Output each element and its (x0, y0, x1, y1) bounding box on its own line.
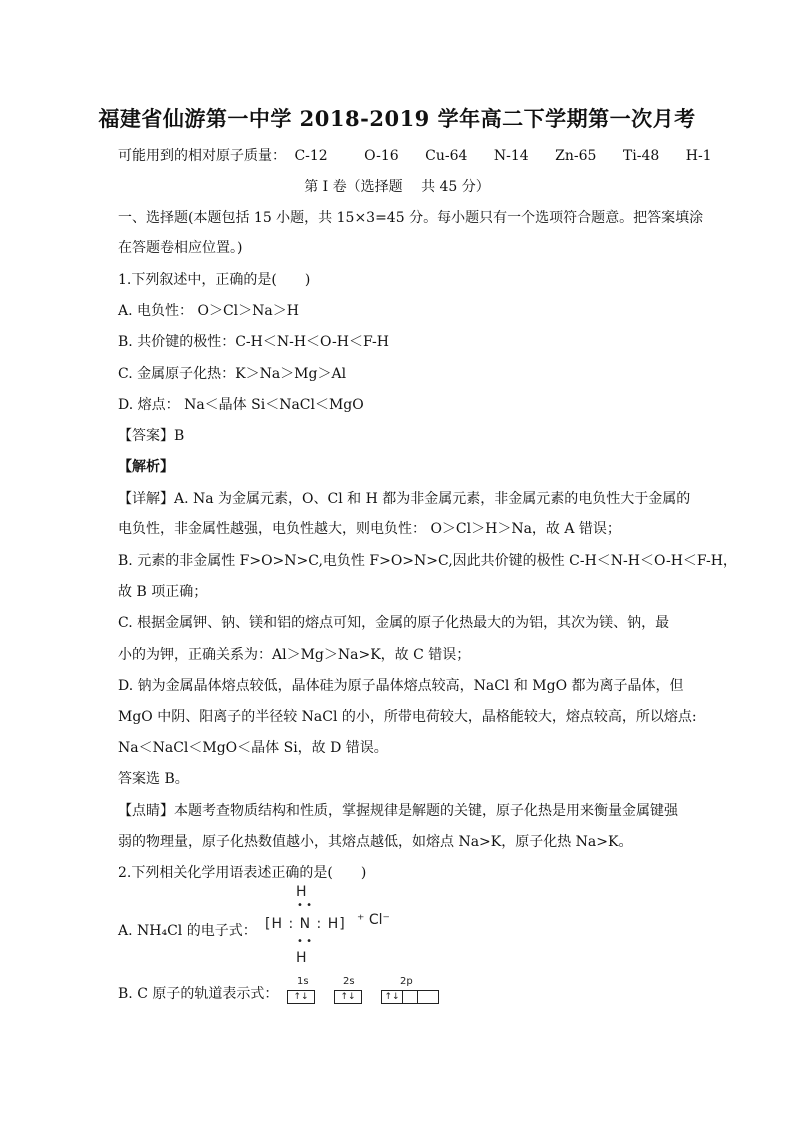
mass-item: H-1 (685, 148, 712, 164)
analysis-line: 小的为钾，正确关系为：Al＞Mg＞Na>K，故 C 错误； (118, 647, 471, 663)
question-1-option-a: A. 电负性： O＞Cl＞Na＞H (118, 303, 299, 319)
analysis-line: B. 元素的非金属性 F>O>N>C,电负性 F>O>N>C,因此共价键的极性 C-H＜N-H＜O-H＜F-H， (118, 553, 737, 569)
question-2-option-a: A. NH₄Cl 的电子式： (118, 923, 257, 939)
orbital-label-1s: 1s (297, 976, 309, 987)
orbital-label-2s: 2s (343, 976, 355, 987)
question-2-stem: 2.下列相关化学用语表述正确的是( ) (118, 865, 367, 881)
analysis-line: 电负性，非金属性越强，电负性越大，则电负性： O＞Cl＞H＞Na，故 A 错误； (118, 521, 621, 537)
section-heading: 第 I 卷（选择题 共 45 分） (304, 179, 490, 195)
masses-label: 可能用到的相对原子质量： (118, 148, 286, 164)
orbital-label-2p: 2p (400, 976, 413, 987)
analysis-line: 答案选 B。 (118, 771, 189, 787)
lewis-bottom-h: H (296, 950, 307, 966)
question-1-stem: 1.下列叙述中，正确的是( ) (118, 272, 311, 288)
mass-item: Ti-48 (622, 148, 660, 164)
mass-item: C-12 (294, 148, 328, 164)
question-2-option-b: B. C 原子的轨道表示式： (118, 986, 279, 1002)
analysis-line: 【详解】A. Na 为金属元素，O、Cl 和 H 都为非金属元素，非金属元素的电负性大于金属的 (118, 491, 691, 507)
instructions-line-2: 在答题卷相应位置。) (118, 240, 243, 256)
question-1-option-d: D. 熔点： Na＜晶体 Si＜NaCl＜MgO (118, 397, 364, 413)
exam-title: 福建省仙游第一中学 2018-2019 学年高二下学期第一次月考 (98, 106, 696, 131)
lewis-center: [H : N : H] (265, 916, 346, 932)
question-1-analysis-heading: 【解析】 (118, 459, 174, 475)
lewis-top-h: H (296, 884, 307, 900)
question-1-answer: 【答案】B (118, 428, 185, 444)
tip-line: 【点睛】本题考查物质结构和性质，掌握规律是解题的关键，原子化热是用来衡量金属键强 (118, 803, 678, 819)
analysis-line: Na＜NaCl＜MgO＜晶体 Si，故 D 错误。 (118, 740, 388, 756)
question-1-option-b: B. 共价键的极性：C-H＜N-H＜O-H＜F-H (118, 334, 389, 350)
orbital-1s-box: ↑↓ (287, 990, 315, 1004)
mass-item: N-14 (493, 148, 529, 164)
ammonium-chloride-lewis-structure (265, 884, 395, 970)
instructions-line-1: 一、选择题(本题包括 15 小题，共 15×3=45 分。每小题只有一个选项符合题意。把答案填涂 (118, 210, 704, 226)
mass-item: O-16 (364, 148, 399, 164)
analysis-line: 故 B 项正确； (118, 584, 208, 600)
orbital-2p-boxes: ↑↓ (381, 990, 439, 1004)
orbital-2s-box: ↑↓ (334, 990, 362, 1004)
lewis-dots-bottom: • • (297, 936, 312, 947)
analysis-line: MgO 中阴、阳离子的半径较 NaCl 的小，所带电荷较大，晶格能较大，熔点较高，所以熔点: (118, 709, 697, 725)
carbon-orbital-diagram (287, 976, 452, 1012)
atomic-masses-line (118, 146, 734, 166)
mass-item: Zn-65 (555, 148, 597, 164)
tip-line: 弱的物理量，原子化热数值越小，其熔点越低，如熔点 Na>K，原子化热 Na>K。 (118, 834, 633, 850)
mass-item: Cu-64 (425, 148, 468, 164)
analysis-line: D. 钠为金属晶体熔点较低，晶体硅为原子晶体熔点较高，NaCl 和 MgO 都为离子晶体，但 (118, 678, 684, 694)
lewis-charge: ⁺ Cl⁻ (357, 912, 390, 928)
lewis-dots-top: • • (297, 900, 312, 911)
question-1-option-c: C. 金属原子化热：K＞Na＞Mg＞Al (118, 366, 347, 382)
analysis-line: C. 根据金属钾、钠、镁和铝的熔点可知，金属的原子化热最大的为铝，其次为镁、钠，最 (118, 615, 670, 631)
